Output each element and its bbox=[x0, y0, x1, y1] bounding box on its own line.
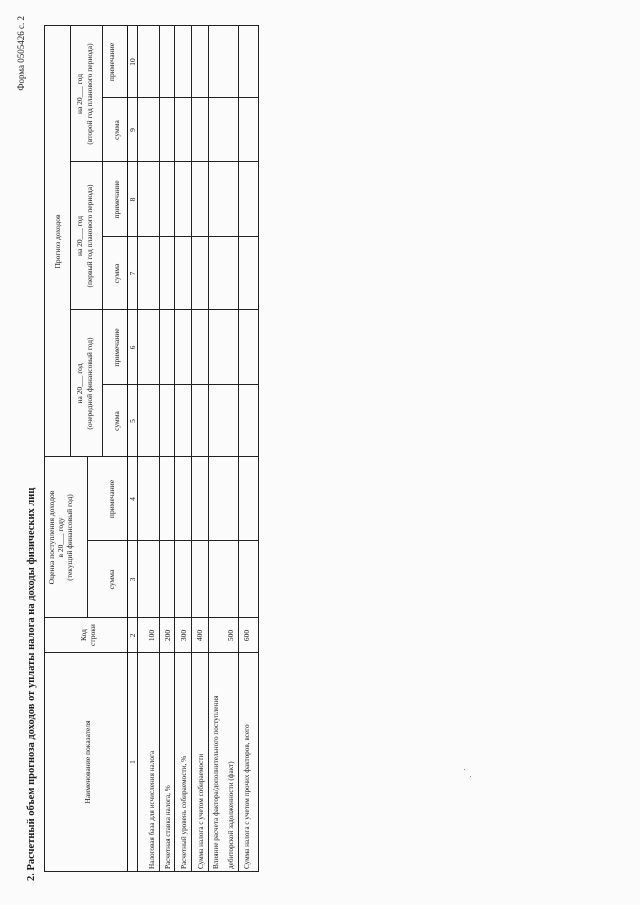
header-estimate-sum: сумма bbox=[107, 569, 116, 590]
column-number: 7 bbox=[128, 271, 137, 276]
header-year3-sum: сумма bbox=[112, 120, 121, 140]
row-code: 400 bbox=[195, 629, 204, 642]
header-forecast: Прогноз доходов bbox=[53, 214, 62, 269]
column-number: 10 bbox=[128, 58, 137, 66]
column-number: 9 bbox=[128, 128, 137, 132]
row-code: 300 bbox=[179, 629, 188, 642]
scan-speck bbox=[464, 769, 465, 770]
forecast-table bbox=[44, 25, 259, 872]
header-year3-line1: на 20___ год bbox=[75, 73, 84, 115]
column-number: 1 bbox=[128, 760, 137, 764]
header-estimate-note: примечание bbox=[107, 479, 116, 519]
row-code: 600 bbox=[242, 629, 251, 642]
header-year2-note: примечание bbox=[112, 180, 121, 219]
header-year2-line1: на 20___ год bbox=[75, 215, 84, 257]
scan-speck bbox=[470, 776, 471, 777]
header-year3-line2: (второй год планового периода) bbox=[85, 43, 94, 145]
column-number: 4 bbox=[128, 497, 137, 501]
column-number: 6 bbox=[128, 345, 137, 350]
header-name: Наименование показателя bbox=[83, 720, 92, 804]
form-code: Форма 0505426 с. 2 bbox=[16, 16, 26, 91]
row-label: Сумма налога с учетом собираемости bbox=[197, 753, 205, 869]
header-year2-sum: сумма bbox=[112, 263, 121, 284]
column-number: 5 bbox=[128, 419, 137, 423]
row-label: Расчетная ставка налога, % bbox=[164, 785, 172, 869]
header-estimate-line2: в 20___ году bbox=[56, 517, 65, 558]
header-year3-note: примечание bbox=[107, 42, 116, 82]
header-year1-note: примечание bbox=[112, 328, 121, 367]
header-estimate-line1: Оценка поступления доходов bbox=[47, 490, 56, 585]
row-code: 200 bbox=[163, 629, 172, 642]
column-number: 8 bbox=[128, 197, 137, 202]
row-label: Расчетный уровень собираемости, % bbox=[180, 755, 188, 869]
row-label: Налоговая база для исчисления налога bbox=[148, 750, 156, 869]
header-year1-line1: на 20___ год bbox=[75, 363, 84, 404]
header-code: Код строки bbox=[79, 624, 97, 646]
row-code: 500 bbox=[226, 629, 235, 642]
row-code: 100 bbox=[147, 629, 156, 642]
column-number: 2 bbox=[128, 633, 137, 638]
row-label-continued: дебиторской задолженности (факт) bbox=[227, 761, 235, 869]
header-estimate-line3: (текущий финансовый год) bbox=[65, 494, 74, 581]
column-number: 3 bbox=[128, 577, 137, 582]
row-label: Сумма налога с учетом прочих факторов, всего bbox=[243, 724, 251, 869]
row-label: Влияние расчета фактора/дополнительного поступления bbox=[212, 695, 220, 869]
header-year1-line2: (очередной финансовый год) bbox=[85, 337, 94, 430]
header-year2-line2: (первый год планового периода) bbox=[85, 184, 94, 288]
header-year1-sum: сумма bbox=[112, 411, 121, 431]
section-title: 2. Расчетный объем прогноза доходов от уплаты налога на доходы физических лиц bbox=[26, 487, 37, 881]
